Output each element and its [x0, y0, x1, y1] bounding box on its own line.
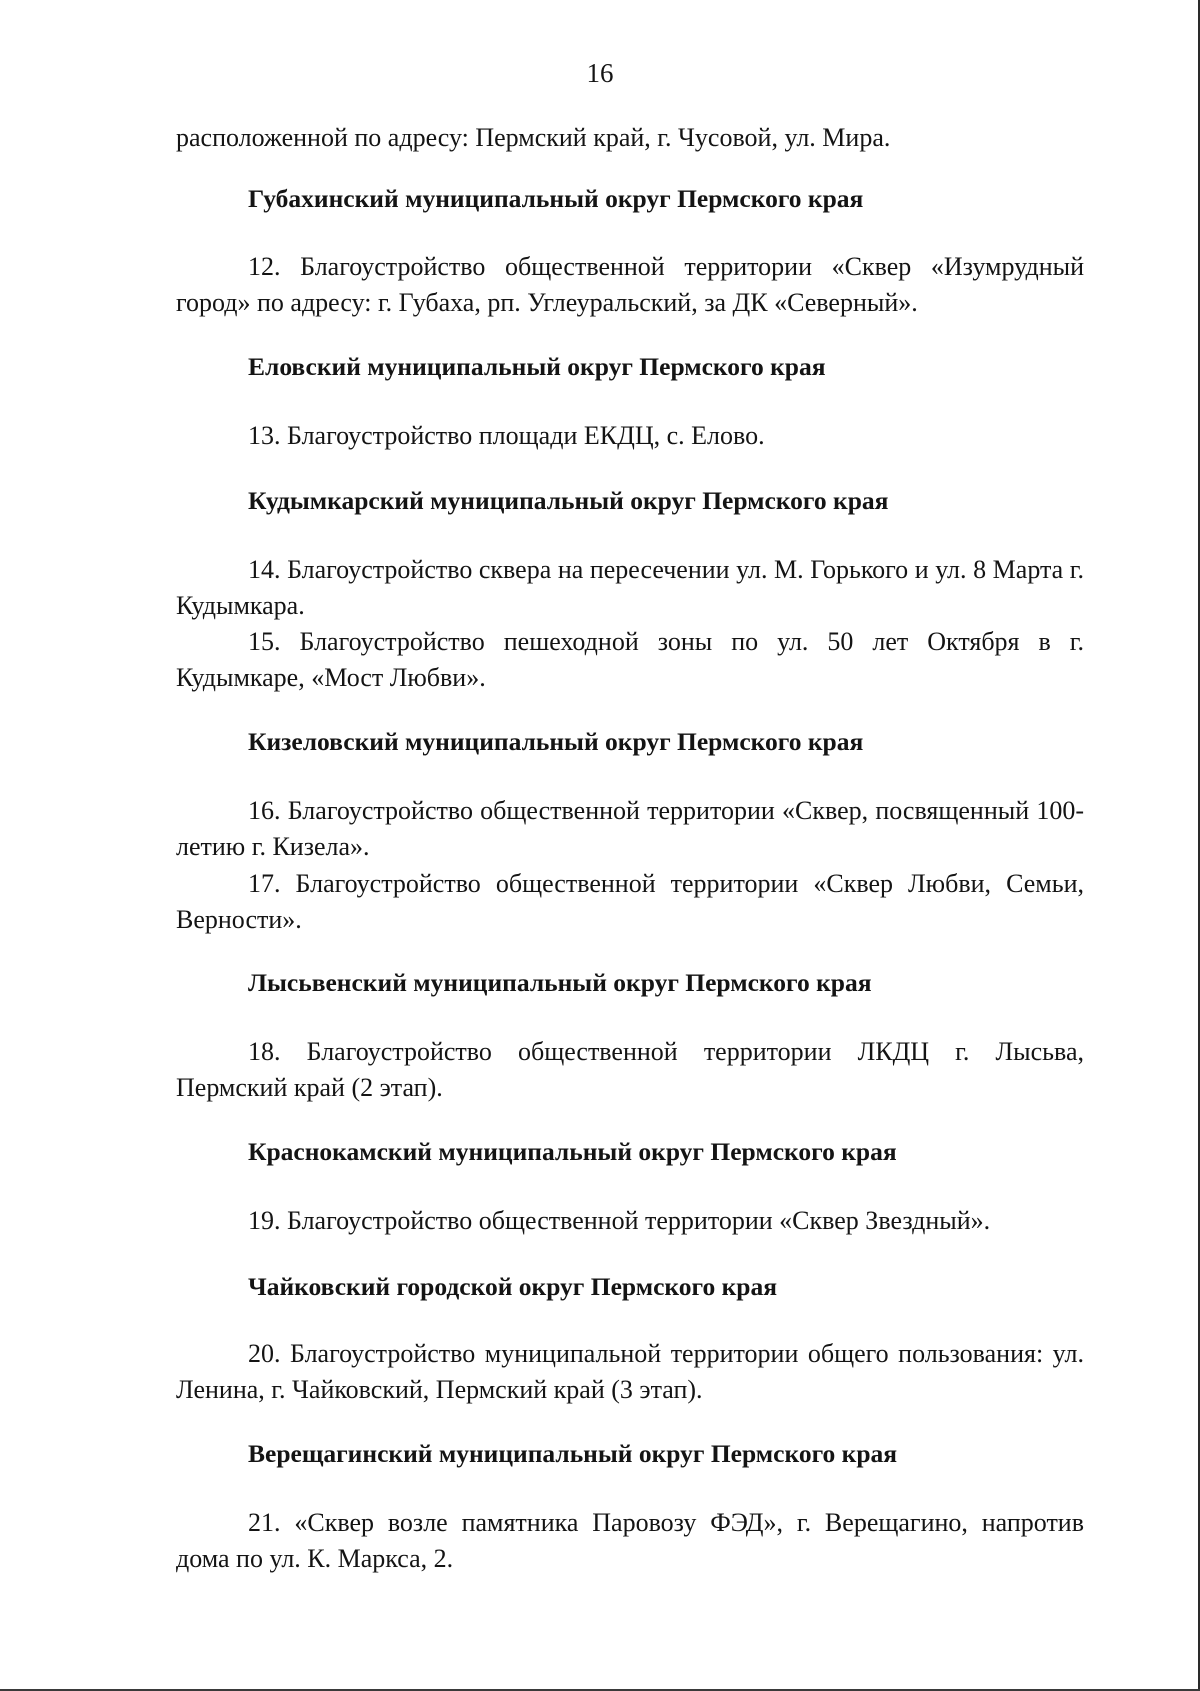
section-heading-vereshchagino: Верещагинский муниципальный округ Пермского края — [248, 1439, 898, 1468]
section-heading-gubakha: Губахинский муниципальный округ Пермского края — [248, 184, 864, 213]
intro-line: расположенной по адресу: Пермский край, г. Чусовой, ул. Мира. — [176, 123, 891, 152]
list-item-20: 20. Благоустройство муниципальной территории общего пользования: ул. Ленина, г. Чайковский, Пермский край (3 этап). — [176, 1339, 1084, 1404]
list-item-16: 16. Благоустройство общественной территории «Сквер, посвященный 100-летию г. Кизела». — [176, 796, 1084, 861]
list-item-17: 17. Благоустройство общественной территории «Сквер Любви, Семьи, Верности». — [176, 869, 1084, 934]
section-heading-elovo: Еловский муниципальный округ Пермского края — [248, 352, 826, 381]
section-heading-kudymkar: Кудымкарский муниципальный округ Пермского края — [248, 486, 889, 515]
section-heading-lysva: Лысьвенский муниципальный округ Пермского края — [248, 968, 872, 997]
list-item-13: 13. Благоустройство площади ЕКДЦ, с. Елово. — [248, 421, 765, 450]
list-item-12: 12. Благоустройство общественной территории «Сквер «Изумрудный город» по адресу: г. Губаха, рп. Углеуральский, за ДК «Северный». — [176, 252, 1084, 317]
list-item-21: 21. «Сквер возле памятника Паровозу ФЭД», г. Верещагино, напротив дома по ул. К. Маркса, 2. — [176, 1508, 1084, 1573]
section-heading-chaikovsky: Чайковский городской округ Пермского края — [248, 1272, 777, 1301]
list-item-18: 18. Благоустройство общественной территории ЛКДЦ г. Лысьва, Пермский край (2 этап). — [176, 1037, 1084, 1102]
page-number: 16 — [586, 58, 614, 88]
list-item-14: 14. Благоустройство сквера на пересечении ул. М. Горького и ул. 8 Марта г. Кудымкара. — [176, 555, 1084, 620]
list-item-19: 19. Благоустройство общественной территории «Сквер Звездный». — [248, 1206, 991, 1235]
section-heading-krasnokamsk: Краснокамский муниципальный округ Пермского края — [248, 1137, 897, 1166]
list-item-15: 15. Благоустройство пешеходной зоны по ул. 50 лет Октября в г. Кудымкаре, «Мост Любви». — [176, 627, 1084, 692]
section-heading-kizel: Кизеловский муниципальный округ Пермского края — [248, 727, 864, 756]
